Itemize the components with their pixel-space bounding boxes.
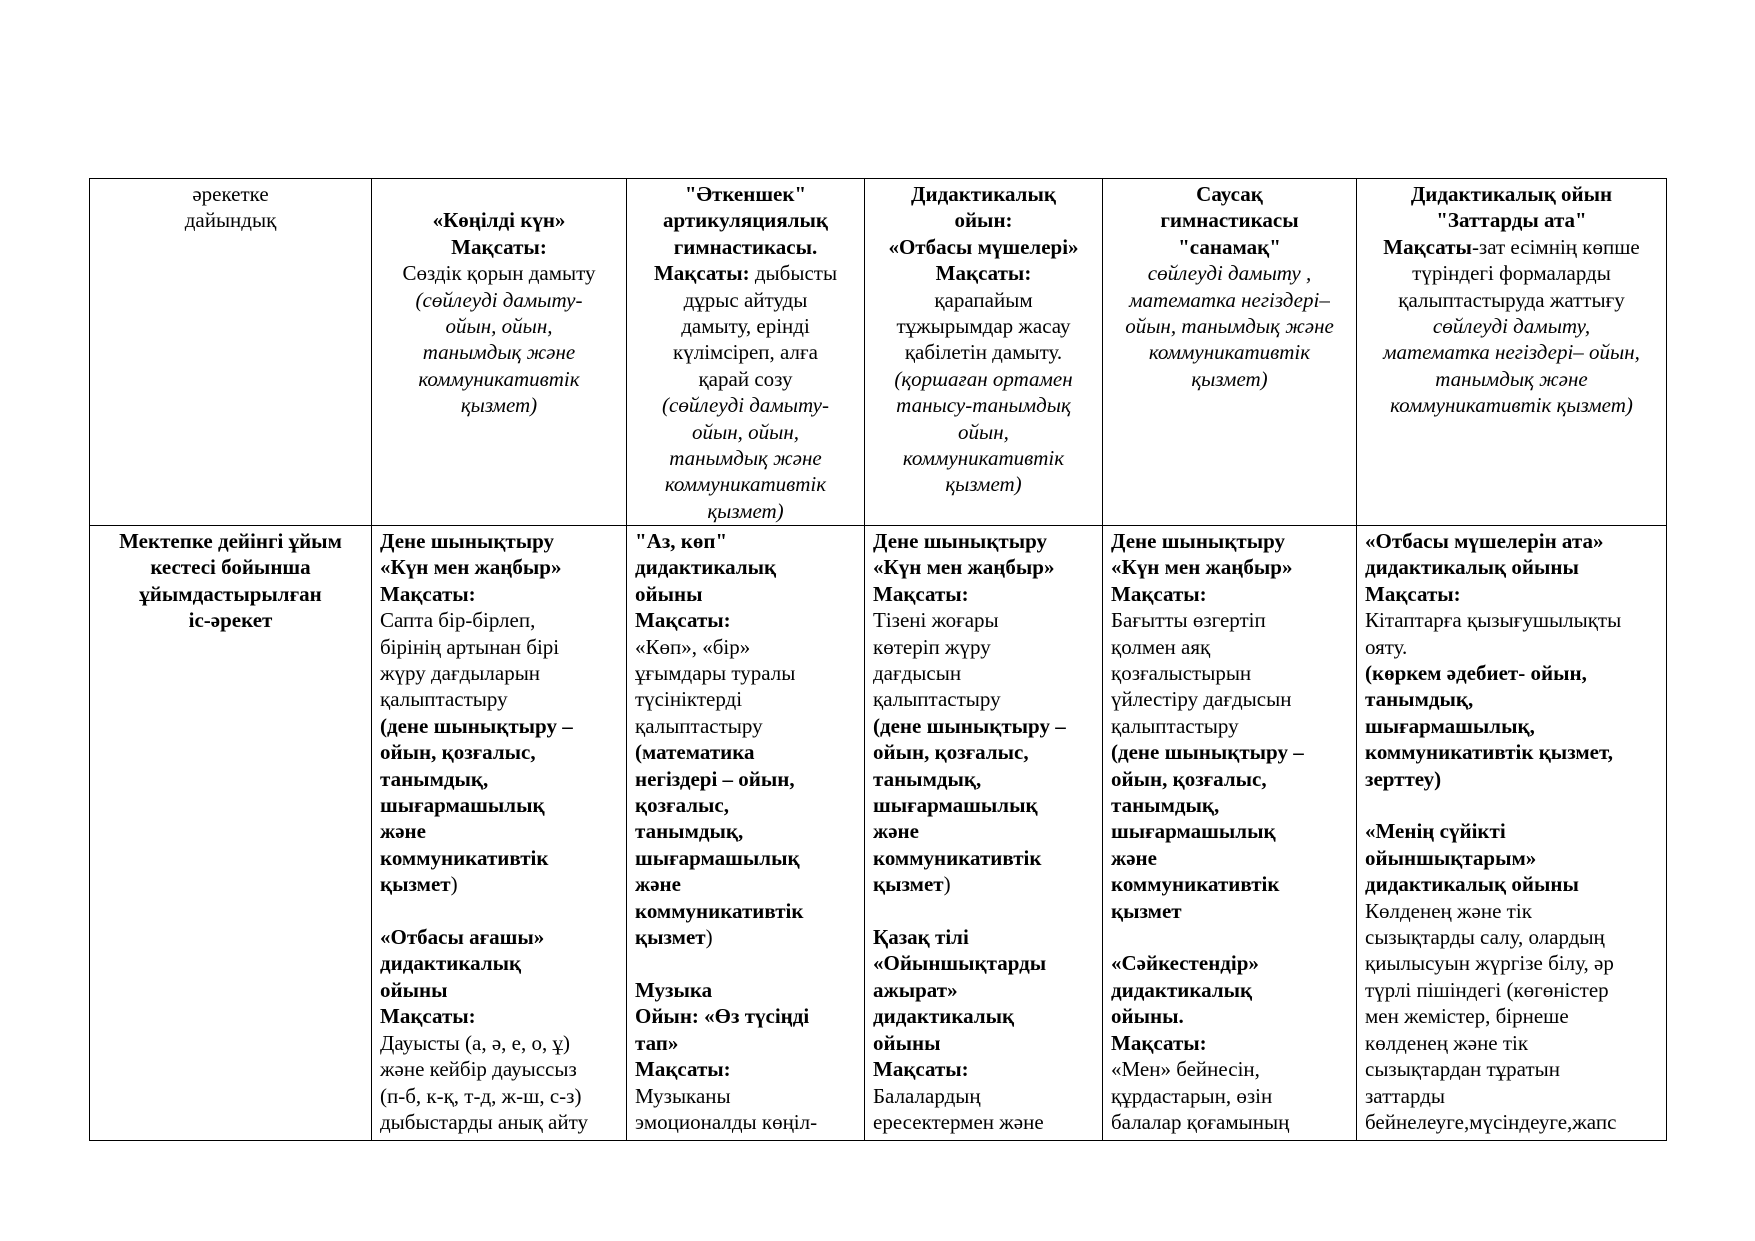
cell-line: ойын, қозғалыс, (380, 740, 536, 765)
cell-line: қызмет) (380, 872, 458, 897)
cell-line: (п-б, к-қ, т-д, ж-ш, с-з) (380, 1083, 582, 1108)
cell-line: Тізені жоғары (873, 608, 999, 633)
cell-line: дұрыс айтуды (683, 287, 808, 312)
cell-line (1111, 924, 1348, 950)
cell-line: ойын, (958, 419, 1009, 444)
cell-line: Дене шынықтыру (1111, 529, 1286, 553)
cell-line: балалар қоғамының (1111, 1109, 1290, 1134)
cell-line: мен жемістер, бірнеше (1365, 1004, 1569, 1029)
cell-line: Бағытты өзгертіп (1111, 608, 1266, 633)
cell-line: Дидактикалық ойын (1410, 182, 1613, 206)
cell-line: «Менің сүйікті (1365, 819, 1506, 844)
cell-line: Дауысты (а, ә, е, о, ұ) (380, 1030, 570, 1055)
cell-line: бейнелеуге,мүсіндеуге,жапс (1365, 1109, 1617, 1134)
cell-line: танымдық және (669, 446, 822, 471)
cell-line: дидактикалық (635, 555, 777, 580)
cell-header-monday (372, 179, 627, 526)
cell-line: ойыншықтарым» (1365, 845, 1537, 870)
cell-line: математка негіздері– ойын, (1383, 340, 1640, 365)
cell-line: "санамақ" (1178, 234, 1281, 259)
cell-line: танымдық, (635, 819, 744, 844)
cell-line: «Күн мен жаңбыр» (1111, 555, 1293, 580)
cell-line: Балалардың (873, 1083, 981, 1108)
cell-line: гимнастикасы. (673, 234, 818, 259)
cell-line: тап» (635, 1030, 679, 1055)
cell-line: дидактикалық (380, 951, 522, 976)
cell-line: Дене шынықтыру (380, 529, 555, 553)
cell-line: ойыны (380, 977, 448, 1002)
cell-line: қызмет (1111, 898, 1182, 923)
cell-activity-label (90, 526, 372, 1141)
cell-line: (математика (635, 740, 755, 765)
cell-line: коммуникативтік (380, 845, 549, 870)
cell-line: математка негіздері– (1129, 287, 1330, 312)
cell-line: дидактикалық (1111, 977, 1253, 1002)
cell-line: «Отбасы мүшелерін ата» (1365, 529, 1604, 553)
cell-line: ойыны (873, 1030, 941, 1055)
cell-line: танымдық және (1435, 366, 1588, 391)
cell-line: шығармашылық (1111, 819, 1276, 844)
cell-line: ересектермен және (873, 1109, 1044, 1134)
cell-line: жүру дағдыларын (380, 661, 541, 686)
cell-line: сызықтардан тұратын (1365, 1057, 1560, 1082)
cell-line: Мақсаты: (1111, 581, 1207, 606)
cell-line: Сапта бір-бірлеп, (380, 608, 536, 633)
cell-line: «Күн мен жаңбыр» (873, 555, 1055, 580)
cell-line: және (873, 819, 919, 844)
cell-line: түріндегі формаларды (1412, 261, 1611, 286)
cell-line: ұғымдары туралы (635, 661, 796, 686)
cell-line: дидактикалық (873, 1004, 1015, 1029)
cell-line: қарапайым (934, 287, 1033, 312)
cell-line: ажырат» (873, 977, 958, 1002)
cell-activity-monday (372, 526, 627, 1141)
cell-activity-thursday (1103, 526, 1357, 1141)
cell-line: дыбыстарды анық айту (380, 1109, 589, 1134)
cell-line: танымдық, (1365, 687, 1474, 712)
cell-line: «Көп», «бір» (635, 634, 751, 659)
cell-line: үйлестіру дағдысын (1111, 687, 1292, 712)
cell-line: "Заттарды ата" (1436, 208, 1587, 233)
cell-line: Сөздік қорын дамыту (402, 261, 596, 286)
cell-line: түсініктерді (635, 687, 743, 712)
cell-line: (дене шынықтыру – (873, 713, 1066, 738)
cell-line: бірінің артынан бірі (380, 634, 560, 659)
cell-line: танысу-танымдық (896, 393, 1071, 418)
cell-line: ойын, танымдық және (1125, 314, 1334, 339)
cell-line: қызмет) (707, 498, 784, 523)
cell-line: қызмет) (873, 872, 951, 897)
cell-line (380, 898, 618, 924)
table-row (90, 179, 1667, 526)
cell-line: Мақсаты: (451, 234, 547, 259)
cell-line: Мақсаты: (635, 1057, 731, 1082)
cell-line: қалыптастыру (635, 713, 763, 738)
cell-line: қалыптастыру (380, 687, 508, 712)
cell-line: сөйлеуді дамыту , (1147, 261, 1312, 286)
cell-line: Мақсаты: (380, 1004, 476, 1029)
cell-line: ойын, ойын, (691, 419, 800, 444)
cell-line: сызықтарды салу, олардың (1365, 925, 1605, 950)
cell-line: қарай созу (698, 366, 793, 391)
cell-line: дамыту, ерінді (681, 314, 810, 339)
cell-line: қалыптастыру (1111, 713, 1239, 738)
cell-line: (қоршаған ортамен (894, 366, 1073, 391)
cell-line: (дене шынықтыру – (380, 713, 573, 738)
cell-line: артикуляциялық (662, 208, 829, 233)
cell-line: қалыптастыруда жаттығу (1398, 287, 1625, 312)
cell-line: Дидактикалық (911, 182, 1056, 206)
cell-activity-wednesday (865, 526, 1103, 1141)
cell-line: Музыка (635, 977, 713, 1002)
cell-line: Мақсаты: дыбысты (653, 261, 838, 286)
cell-line (1365, 792, 1658, 818)
cell-line: қызмет) (635, 925, 713, 950)
cell-line: коммуникативтік (635, 898, 804, 923)
cell-line: коммуникативтік (1111, 872, 1280, 897)
cell-line: құрдастарын, өзін (1111, 1083, 1273, 1108)
cell-line: тұжырымдар жасау (896, 314, 1071, 339)
cell-line: танымдық, (380, 766, 489, 791)
cell-line: және (1111, 845, 1157, 870)
cell-line: Мақсаты: (1111, 1030, 1207, 1055)
cell-line: және кейбір дауыссыз (380, 1057, 577, 1082)
cell-line: ойын, қозғалыс, (1111, 766, 1267, 791)
cell-line: "Аз, көп" (635, 529, 728, 553)
cell-line: Кітаптарға қызығушылықты (1365, 608, 1622, 633)
cell-header-wednesday (865, 179, 1103, 526)
cell-line: қабілетін дамыту. (904, 340, 1063, 365)
cell-activity-tuesday (627, 526, 865, 1141)
cell-line: дайындық (184, 208, 277, 233)
cell-line: Мақсаты: (873, 1057, 969, 1082)
cell-line: коммуникативтік (873, 845, 1042, 870)
cell-line: (сөйлеуді дамыту- (662, 393, 829, 418)
cell-line: Саусақ (1196, 182, 1263, 206)
cell-line: шығармашылық (873, 793, 1038, 818)
cell-activity-friday (1357, 526, 1667, 1141)
cell-line (635, 951, 856, 977)
cell-line: коммуникативтік қызмет, (1365, 740, 1613, 765)
cell-line: және (635, 872, 681, 897)
cell-line: Көлденең және тік (1365, 898, 1532, 923)
cell-line: қозғалыстырын (1111, 661, 1252, 686)
cell-line: Мақсаты: (1365, 581, 1461, 606)
cell-line: Мектепке дейінгі ұйым (119, 529, 342, 553)
cell-line: Мақсаты: (635, 608, 731, 633)
cell-line: танымдық, (873, 766, 982, 791)
cell-line: «Ойыншықтарды (873, 951, 1047, 976)
cell-line: көлденең және тік (1365, 1030, 1529, 1055)
cell-line: түрлі пішіндегі (көгөністер (1365, 977, 1609, 1002)
cell-line: ойын, қозғалыс, (873, 740, 1029, 765)
cell-line: коммуникативтік қызмет) (1390, 393, 1633, 418)
cell-line (873, 898, 1094, 924)
table-row (90, 526, 1667, 1141)
cell-line: және (380, 819, 426, 844)
cell-line: коммуникативтік (418, 366, 580, 391)
cell-line: (дене шынықтыру – (1111, 740, 1304, 765)
cell-line: «Күн мен жаңбыр» (380, 555, 562, 580)
cell-line: ойын, ойын, (445, 314, 553, 339)
cell-line: "Әткеншек" (684, 182, 807, 206)
cell-line: коммуникативтік (902, 446, 1065, 471)
cell-line: шығармашылық (635, 845, 800, 870)
cell-line: қызмет) (1191, 366, 1268, 391)
cell-line: дидактикалық ойыны (1365, 872, 1579, 897)
cell-line: «Сәйкестендір» (1111, 951, 1259, 976)
cell-line: қолмен аяқ (1111, 634, 1211, 659)
cell-line: шығармашылық (380, 793, 545, 818)
cell-line: дидактикалық ойыны (1365, 555, 1579, 580)
cell-line: негіздері – ойын, (635, 766, 795, 791)
cell-line: Музыканы (635, 1083, 731, 1108)
cell-line: дағдысын (873, 661, 962, 686)
cell-line: күлімсіреп, алға (673, 340, 818, 365)
cell-line: көтеріп жүру (873, 634, 991, 659)
cell-line: Мақсаты: (380, 581, 476, 606)
cell-line: кестесі бойынша (150, 555, 311, 580)
cell-header-tuesday (627, 179, 865, 526)
cell-prep-label (90, 179, 372, 526)
cell-line: Мақсаты: (873, 581, 969, 606)
cell-line: гимнастикасы (1160, 208, 1299, 233)
cell-line: «Отбасы ағашы» (380, 925, 545, 950)
cell-line: қалыптастыру (873, 687, 1001, 712)
cell-line (380, 181, 618, 207)
cell-line: зерттеу) (1365, 766, 1442, 791)
cell-line: эмоционалды көңіл- (635, 1109, 818, 1134)
cell-line: қиылысуын жүргізе білу, әр (1365, 951, 1614, 976)
cell-line: қызмет) (945, 472, 1022, 497)
cell-line: «Мен» бейнесін, (1111, 1057, 1260, 1082)
cell-line: коммуникативтік (1148, 340, 1311, 365)
cell-line: «Көңілді күн» (432, 208, 566, 233)
cell-line: Мақсаты: (935, 261, 1032, 286)
cell-line: әрекетке (192, 182, 269, 206)
cell-line: (көркем әдебиет- ойын, (1365, 661, 1587, 686)
cell-line: шығармашылық, (1365, 713, 1535, 738)
cell-line: ұйымдастырылған (139, 581, 322, 606)
cell-line: ойын: (954, 208, 1013, 233)
cell-line: «Отбасы мүшелері» (888, 234, 1079, 259)
cell-line: ояту. (1365, 634, 1408, 659)
cell-line: заттарды (1365, 1083, 1446, 1108)
cell-line: іс-әрекет (188, 608, 273, 633)
cell-line: сөйлеуді дамыту, (1432, 314, 1591, 339)
cell-line: (сөйлеуді дамыту- (415, 287, 583, 312)
cell-line: ойыны (635, 581, 703, 606)
cell-line: қызмет) (460, 393, 538, 418)
cell-header-friday (1357, 179, 1667, 526)
cell-line: Ойын: «Өз түсіңді (635, 1004, 810, 1029)
schedule-table (89, 178, 1667, 1141)
cell-line: ойыны. (1111, 1004, 1184, 1029)
cell-line: Қазақ тілі (873, 925, 969, 950)
cell-line: танымдық және (422, 340, 576, 365)
cell-line: Мақсаты-зат есімнің көпше (1383, 234, 1640, 259)
cell-line: коммуникативтік (664, 472, 827, 497)
cell-line: танымдық, (1111, 793, 1220, 818)
cell-header-thursday (1103, 179, 1357, 526)
cell-line: Дене шынықтыру (873, 529, 1048, 553)
cell-line: қозғалыс, (635, 793, 730, 818)
